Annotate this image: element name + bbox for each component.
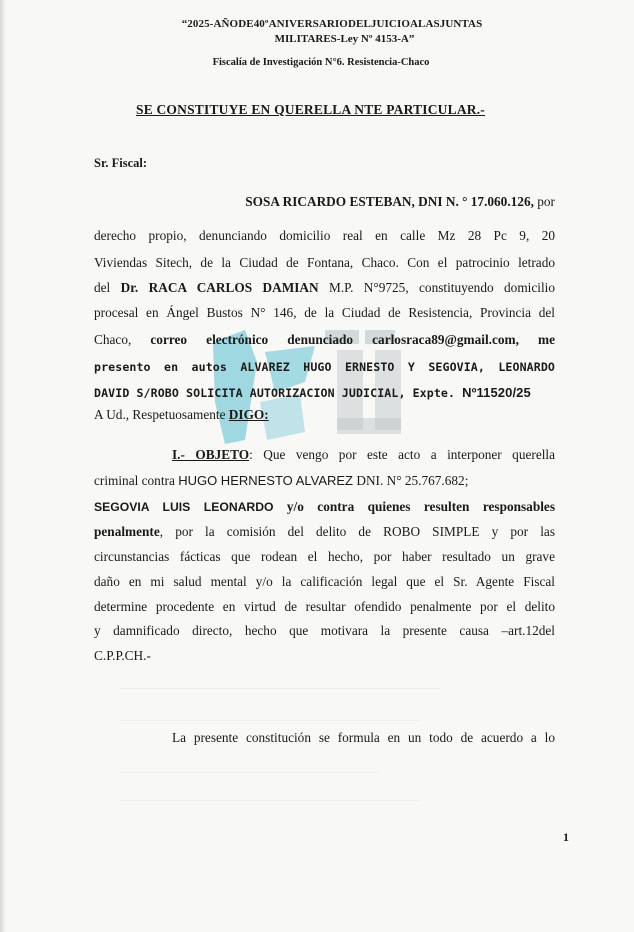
lawyer-name: Dr. RACA CARLOS DAMIAN [120, 280, 319, 295]
body-line-7: presento en autos ALVAREZ HUGO ERNESTO Y SEGOVIA, LEONARDO [94, 360, 555, 374]
objeto-line-4: penalmente, por la comisión del delito de ROBO SIMPLE y por las [94, 524, 555, 539]
bleed-through [120, 688, 440, 689]
client-name: SOSA RICARDO ESTEBAN, DNI N. ° 17.060.126, [245, 194, 534, 209]
header-office: Fiscalía de Investigación N°6. Resistencia-Chaco [212, 57, 430, 68]
objeto-line-9: C.P.P.CH.- [94, 648, 151, 663]
scan-shadow [0, 0, 6, 932]
body-line-1: SOSA RICARDO ESTEBAN, DNI N. ° 17.060.126, por [245, 194, 555, 209]
case-number: Nº11520/25 [462, 385, 531, 400]
salutation: Sr. Fiscal: [94, 156, 148, 170]
body-line-2: derecho propio, denunciando domicilio real en calle Mz 28 Pc 9, 20 [94, 228, 555, 243]
page-number: 1 [563, 830, 569, 844]
accused-name-2: SEGOVIA LUIS LEONARDO [94, 500, 274, 514]
header-year-line: “2025-AÑODE40ºANIVERSARIODELJUICIOALASJUNTAS [181, 18, 483, 30]
document-title: SE CONSTITUYE EN QUERELLA NTE PARTICULAR.- [136, 102, 485, 117]
objeto-line-1: I.- OBJETO: Que vengo por este acto a interponer querella [172, 447, 556, 462]
objeto-heading: I.- OBJETO [172, 447, 250, 462]
objeto-line-3: SEGOVIA LUIS LEONARDO y/o contra quienes resulten responsables [94, 499, 555, 514]
bleed-through [120, 800, 420, 801]
email-text: correo electrónico denunciado carlosraca89@gmail.com, me [150, 332, 556, 347]
body-line-8: DAVID S/ROBO SOLICITA AUTORIZACION JUDICIAL, Expte. Nº11520/25 [94, 385, 531, 400]
body-line-9: A Ud., Respetuosamente DIGO: [94, 407, 269, 422]
accused-name: HUGO HERNESTO ALVAREZ [178, 473, 354, 488]
objeto-line-2: criminal contra HUGO HERNESTO ALVAREZ DNI. N° 25.767.682; [94, 473, 469, 488]
objeto-line-8: y damnificado directo, hecho que motivara la presente causa –art.12del [94, 623, 555, 638]
body-line-5: procesal en Ángel Bustos N° 146, de la Ciudad de Resistencia, Provincia del [94, 305, 555, 320]
paragraph-next: La presente constitución se formula en un todo de acuerdo a lo [172, 730, 555, 745]
bleed-through [120, 772, 380, 773]
body-line-4: del Dr. RACA CARLOS DAMIAN M.P. N°9725, constituyendo domicilio [94, 280, 555, 295]
objeto-line-5: circunstancias fácticas que rodean el hecho, por haber resultado un grave [94, 549, 555, 564]
objeto-line-6: daño en mi salud mental y/o la calificación legal que el Sr. Agente Fiscal [94, 574, 555, 589]
body-line-3: Viviendas Sitech, de la Ciudad de Fontana, Chaco. Con el patrocinio letrado [94, 255, 555, 270]
bleed-through [120, 720, 420, 721]
objeto-line-7: determine procedente en virtud de resultar ofendido penalmente por el delito [94, 599, 555, 614]
digo-label: DIGO: [228, 407, 269, 422]
body-line-6: Chaco, correo electrónico denunciado carlosraca89@gmail.com, me [94, 332, 556, 347]
header-law-line: MILITARES-Ley Nº 4153-A” [274, 33, 415, 45]
